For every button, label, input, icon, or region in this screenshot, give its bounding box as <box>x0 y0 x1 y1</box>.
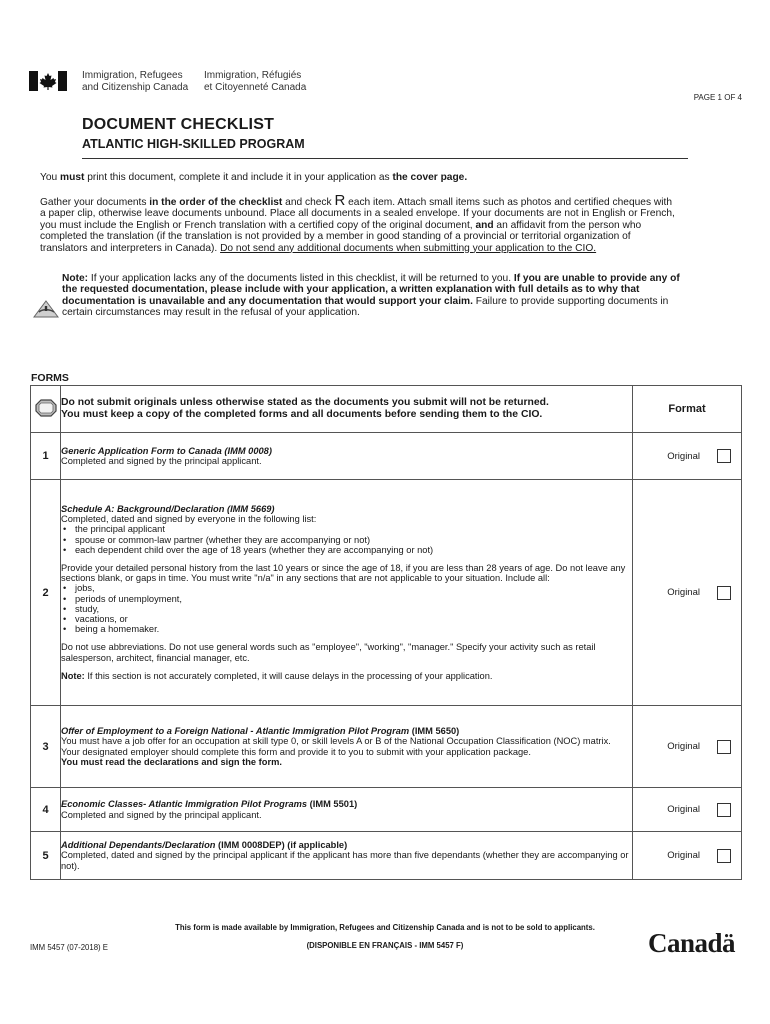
table-row <box>31 433 742 480</box>
list-item: • being a homemaker. <box>75 624 632 634</box>
text: each item. Attach small items such as photos and certified cheques with a paper clip, otherwise leave documents unbound. Place all documents in a sealed envelope. If your documents are not in English or French, you must include the English or French translation with a certified copy of the original document, <box>40 197 675 231</box>
header-instructions <box>61 386 633 433</box>
department-name-english <box>82 70 188 94</box>
format-cell <box>633 433 742 480</box>
checkbox[interactable] <box>717 803 731 817</box>
checkbox[interactable] <box>717 849 731 863</box>
row-description <box>61 788 633 832</box>
table-row <box>31 788 742 832</box>
dept-en-line2: and Citizenship Canada <box>82 82 189 93</box>
signers-list <box>61 524 632 555</box>
list-item: • each dependent child over the age of 18 years (whether they are accompanying or not) <box>75 545 632 555</box>
header-icon-cell <box>31 386 61 433</box>
list-item: • study, <box>75 604 632 614</box>
text: print this document, complete it and include it in your application as <box>84 172 393 183</box>
important-note <box>62 273 686 319</box>
row-description <box>61 433 633 480</box>
abbreviation-instructions: Do not use abbreviations. Do not use general words such as "employee", "working", "manager." Specify your activity such as retail salesperson, architect, financial manager, etc. <box>61 642 596 663</box>
format-value: Original <box>667 587 700 598</box>
footer-notice: This form is made available by Immigration, Refugees and Citizenship Canada and is not to be sold to applicants. <box>175 923 595 932</box>
format-value: Original <box>667 850 700 861</box>
form-instructions-bold: You must read the declarations and sign the form. <box>61 756 282 767</box>
list-item: • periods of unemployment, <box>75 594 632 604</box>
form-instructions: Your designated employer should complete this form and provide it to you to submit with your application package. <box>61 746 531 757</box>
text-bold: in the order of the checklist <box>149 197 283 208</box>
format-value: Original <box>667 804 700 815</box>
table-row <box>31 480 742 706</box>
intro-paragraph-1 <box>40 172 680 183</box>
list-item: • spouse or common-law partner (whether they are accompanying or not) <box>75 535 632 545</box>
text: You <box>40 172 61 183</box>
row-number: 3 <box>31 706 61 788</box>
canada-flag-icon <box>29 71 67 91</box>
french-availability: (DISPONIBLE EN FRANÇAIS - IMM 5457 F) <box>306 941 464 950</box>
checkbox[interactable] <box>717 449 731 463</box>
dept-fr-line2: et Citoyenneté Canada <box>204 82 307 93</box>
title-divider <box>82 158 688 159</box>
form-instructions: You must have a job offer for an occupation at skill type 0, or skill levels A or B of the National Occupation Classification (NOC) matrix. <box>61 736 611 747</box>
list-item: • the principal applicant <box>75 524 632 534</box>
header-instruction-2: You must keep a copy of the completed forms and all documents before sending them to the CIO. <box>61 409 543 420</box>
department-name-french <box>204 70 306 94</box>
checkbox[interactable] <box>717 740 731 754</box>
table-header-row <box>31 386 742 433</box>
format-column-header: Format <box>633 386 742 433</box>
text: Failure to provide supporting documents in certain circumstances may result in the refusal of your application. <box>62 295 669 319</box>
form-code: (IMM 5501) <box>307 799 358 810</box>
text-bold: the cover page. <box>392 172 468 183</box>
forms-section-label: FORMS <box>31 372 69 384</box>
row-description <box>61 480 633 706</box>
row-description <box>61 706 633 788</box>
row-number: 4 <box>31 788 61 832</box>
form-code: (IMM 0008DEP) (if applicable) <box>215 840 348 851</box>
form-instructions: Completed and signed by the principal applicant. <box>61 456 262 466</box>
table-row <box>31 832 742 880</box>
text-underlined: Do not send any additional documents when submitting your application to the CIO. <box>220 242 597 254</box>
text: an affidavit from the person who completed the translation (if the translation is not provided by a member in good standing of a provincial or territorial organization of translators and interpreters in Canada). <box>40 219 642 254</box>
warning-icon <box>33 300 59 318</box>
form-name: Additional Dependants/Declaration <box>61 840 216 851</box>
row-number: 2 <box>31 480 61 706</box>
form-identifier: IMM 5457 (07-2018) E <box>30 943 109 952</box>
note-label: Note: <box>62 273 89 284</box>
intro-paragraph-2 <box>40 192 680 254</box>
format-cell <box>633 706 742 788</box>
table-row <box>31 706 742 788</box>
check-mark-icon: R <box>334 192 346 209</box>
form-instructions: Completed, dated and signed by the principal applicant if the applicant has more than five dependants (whether they are accompanying or not). <box>61 850 629 871</box>
text-bold: If you are unable to provide any of the requested documentation, please include with your application, a written explanation with full details as to why that documentation is unavailable and any documentation that would support your claim. <box>62 273 680 307</box>
form-name: Economic Classes- Atlantic Immigration Pilot Programs <box>61 799 308 810</box>
row-number: 1 <box>31 433 61 480</box>
row-number: 5 <box>31 832 61 880</box>
form-name: Schedule A: Background/Declaration (IMM 5669) <box>61 503 275 514</box>
form-name: Generic Application Form to Canada (IMM 0008) <box>61 445 272 456</box>
note-text: If this section is not accurately completed, it will cause delays in the processing of your application. <box>84 670 493 681</box>
text: and check <box>282 197 335 208</box>
history-list <box>61 583 632 634</box>
format-value: Original <box>667 741 700 752</box>
stop-sign-icon <box>35 399 57 417</box>
form-name: Offer of Employment to a Foreign National - Atlantic Immigration Pilot Program <box>61 726 410 737</box>
text-bold: must <box>60 172 85 183</box>
dept-fr-line1: Immigration, Réfugiés <box>204 70 302 81</box>
checkbox[interactable] <box>717 586 731 600</box>
format-cell <box>633 480 742 706</box>
header-instruction-1: Do not submit originals unless otherwise stated as the documents you submit will not be returned. <box>61 397 549 409</box>
format-cell <box>633 832 742 880</box>
history-instructions: Provide your detailed personal history from the last 10 years or since the age of 18, if you are less than 28 years of age. Do not leave any sections blank, or gaps in time. You must write "n/a" in any sections that are not applicable to your situation. Include all: <box>61 562 626 584</box>
canada-wordmark: Canadä <box>648 928 736 958</box>
list-item: • vacations, or <box>75 614 632 624</box>
text-bold: and <box>475 219 494 231</box>
document-title: DOCUMENT CHECKLIST <box>82 116 275 133</box>
document-subtitle: ATLANTIC HIGH-SKILLED PROGRAM <box>82 137 305 151</box>
form-instructions: Completed and signed by the principal applicant. <box>61 809 262 820</box>
format-value: Original <box>667 450 700 462</box>
page-number: PAGE 1 OF 4 <box>693 93 742 102</box>
format-cell <box>633 788 742 832</box>
form-code: (IMM 5650) <box>409 726 460 737</box>
row-note <box>61 671 632 681</box>
text: Gather your documents <box>40 197 150 208</box>
text: If your application lacks any of the documents listed in this checklist, it will be returned to you. <box>88 273 514 284</box>
row-description <box>61 832 633 880</box>
forms-checklist-table <box>30 385 742 880</box>
note-label: Note: <box>61 670 85 681</box>
list-item: • jobs, <box>75 583 632 593</box>
form-instructions: Completed, dated and signed by everyone in the following list: <box>61 514 317 525</box>
dept-en-line1: Immigration, Refugees <box>82 70 183 81</box>
